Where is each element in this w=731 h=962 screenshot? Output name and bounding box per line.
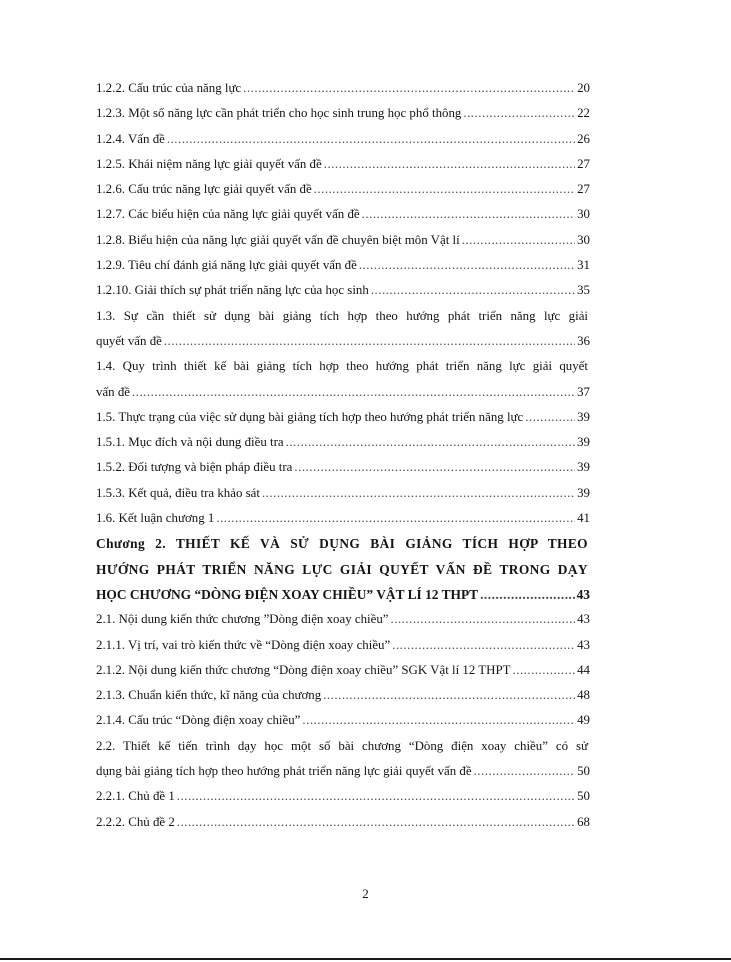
toc-dot-leader (314, 177, 575, 202)
toc-dot-leader (167, 127, 575, 152)
toc-dot-leader (371, 278, 575, 303)
toc-entry-line (96, 152, 590, 177)
toc-page-number: 35 (577, 283, 590, 298)
toc-entry-title: 1.5.2. Đối tượng và biện pháp điều tra (96, 460, 293, 475)
toc-page-number: 37 (577, 384, 590, 399)
toc-entry-line (96, 784, 590, 809)
toc-page-number: 27 (577, 182, 590, 197)
toc-entry-line (96, 810, 590, 835)
toc-dot-leader (323, 683, 575, 708)
toc-entry-title: Chương 2. THIẾT KẾ VÀ SỬ DỤNG BÀI GIẢNG TÍCH HỢP THEO (96, 536, 588, 552)
toc-entry-title: 1.2.6. Cấu trúc năng lực giải quyết vấn đề (96, 182, 312, 197)
toc-entry-line (96, 329, 590, 354)
toc-entry-line (96, 734, 590, 759)
toc-entry-title: 1.2.7. Các biểu hiện của năng lực giải quyết vấn đề (96, 207, 360, 222)
toc-entry-line (96, 658, 590, 683)
toc-entry-title: 1.5. Thực trạng của việc sử dụng bài giảng tích hợp theo hướng phát triển năng lực (96, 409, 524, 424)
toc-entry-title: 2.1. Nội dung kiến thức chương ”Dòng điện xoay chiều” (96, 612, 389, 627)
toc-page-number: 68 (577, 814, 590, 829)
toc-dot-leader (462, 228, 575, 253)
page-bottom-border (0, 958, 731, 960)
toc-dot-leader (480, 582, 575, 607)
toc-page-number: 22 (577, 106, 590, 121)
toc-page-number: 48 (577, 688, 590, 703)
toc-entry-title: 1.3. Sự cần thiết sử dụng bài giảng tích hợp theo hướng phát triển năng lực giải (96, 308, 588, 323)
toc-entry-line (96, 177, 590, 202)
toc-entry-title: 1.6. Kết luận chương 1 (96, 511, 215, 526)
toc-entry-line (96, 228, 590, 253)
toc-entry-line (96, 708, 590, 733)
toc-dot-leader (324, 152, 575, 177)
toc-chapter-line (96, 582, 590, 607)
toc-entry-line (96, 607, 590, 632)
toc-dot-leader (286, 430, 576, 455)
toc-chapter-line (96, 557, 590, 582)
toc-entry-line (96, 127, 590, 152)
toc-dot-leader (243, 76, 575, 101)
toc-entry-title: 1.5.3. Kết quả, điều tra khảo sát (96, 485, 260, 500)
toc-entry-title: 2.1.3. Chuẩn kiến thức, kĩ năng của chương (96, 688, 322, 703)
table-of-contents (96, 76, 590, 835)
toc-entry-title: 1.2.4. Vấn đề (96, 131, 165, 146)
toc-page-number: 41 (577, 511, 590, 526)
toc-entry-line (96, 633, 590, 658)
toc-entry-line (96, 506, 590, 531)
toc-dot-leader (474, 759, 576, 784)
toc-page-number: 43 (576, 586, 590, 602)
toc-entry-title: HỌC CHƯƠNG “DÒNG ĐIỆN XOAY CHIỀU” VẬT LÍ 12 THPT (96, 586, 479, 602)
toc-dot-leader (463, 101, 575, 126)
page-number: 2 (362, 886, 369, 901)
toc-page-number: 39 (577, 435, 590, 450)
toc-dot-leader (262, 481, 575, 506)
toc-entry-title: 2.1.4. Cấu trúc “Dòng điện xoay chiều” (96, 713, 301, 728)
toc-entry-title: 2.2. Thiết kế tiến trình dạy học một số bài chương “Dòng điện xoay chiều” có sử (96, 738, 588, 753)
toc-entry-title: 2.2.1. Chủ đề 1 (96, 789, 175, 804)
toc-page-number: 20 (577, 81, 590, 95)
toc-entry-line (96, 380, 590, 405)
toc-entry-line (96, 304, 590, 329)
toc-entry-line (96, 683, 590, 708)
toc-page-number: 39 (577, 485, 590, 500)
toc-page-number: 31 (577, 258, 590, 273)
toc-entry-title: 1.2.8. Biểu hiện của năng lực giải quyết vấn đề chuyên biệt môn Vật lí (96, 232, 460, 247)
toc-entry-title: quyết vấn đề (96, 333, 162, 348)
toc-page-number: 43 (577, 637, 590, 652)
toc-dot-leader (362, 202, 575, 227)
toc-entry-title: vấn đề (96, 384, 131, 399)
toc-dot-leader (164, 329, 575, 354)
toc-page-number: 30 (577, 232, 590, 247)
toc-dot-leader (513, 658, 576, 683)
toc-page-number: 27 (577, 156, 590, 171)
toc-dot-leader (302, 708, 575, 733)
toc-entry-line (96, 354, 590, 379)
toc-dot-leader (177, 810, 575, 835)
toc-entry-title: 2.1.1. Vị trí, vai trò kiến thức về “Dòng điện xoay chiều” (96, 637, 391, 652)
toc-page-number: 39 (577, 409, 590, 424)
toc-page-number: 26 (577, 131, 590, 146)
toc-page-number: 50 (577, 764, 590, 779)
toc-entry-title: HƯỚNG PHÁT TRIỂN NĂNG LỰC GIẢI QUYẾT VẤN ĐỀ TRONG DẠY (96, 561, 588, 577)
toc-dot-leader (359, 253, 575, 278)
toc-dot-leader (177, 784, 575, 809)
toc-entry-line (96, 76, 590, 101)
toc-page-number: 36 (577, 333, 590, 348)
toc-entry-line (96, 405, 590, 430)
toc-entry-line (96, 455, 590, 480)
toc-dot-leader (392, 633, 575, 658)
toc-entry-title: 1.2.5. Khái niệm năng lực giải quyết vấn đề (96, 156, 322, 171)
toc-entry-line (96, 278, 590, 303)
toc-page-number: 49 (577, 713, 590, 728)
toc-page-number: 30 (577, 207, 590, 222)
toc-dot-leader (391, 607, 576, 632)
toc-page-number: 43 (577, 612, 590, 627)
toc-page-number: 50 (577, 789, 590, 804)
toc-entry-title: 2.1.2. Nội dung kiến thức chương “Dòng điện xoay chiều” SGK Vật lí 12 THPT (96, 662, 511, 677)
toc-entry-line (96, 759, 590, 784)
toc-entry-title: 2.2.2. Chủ đề 2 (96, 814, 175, 829)
toc-dot-leader (216, 506, 575, 531)
toc-entry-title: 1.2.2. Cấu trúc của năng lực (96, 81, 242, 95)
toc-entry-line (96, 202, 590, 227)
toc-dot-leader (132, 380, 575, 405)
toc-entry-line (96, 253, 590, 278)
toc-entry-title: 1.5.1. Mục đích và nội dung điều tra (96, 435, 284, 450)
toc-dot-leader (294, 455, 575, 480)
toc-entry-title: 1.4. Quy trình thiết kế bài giảng tích hợp theo hướng phát triển năng lực giải quyết (96, 359, 588, 374)
toc-entry-line (96, 101, 590, 126)
toc-entry-line (96, 430, 590, 455)
toc-entry-title: 1.2.9. Tiêu chí đánh giá năng lực giải quyết vấn đề (96, 258, 357, 273)
toc-chapter-line (96, 531, 590, 556)
toc-entry-title: 1.2.3. Một số năng lực cần phát triển cho học sinh trung học phổ thông (96, 106, 462, 121)
toc-entry-title: 1.2.10. Giải thích sự phát triển năng lực của học sinh (96, 283, 369, 298)
toc-dot-leader (525, 405, 575, 430)
toc-page-number: 39 (577, 460, 590, 475)
toc-entry-title: dụng bài giảng tích hợp theo hướng phát triển năng lực giải quyết vấn đề (96, 764, 472, 779)
toc-entry-line (96, 481, 590, 506)
toc-page-number: 44 (577, 662, 590, 677)
